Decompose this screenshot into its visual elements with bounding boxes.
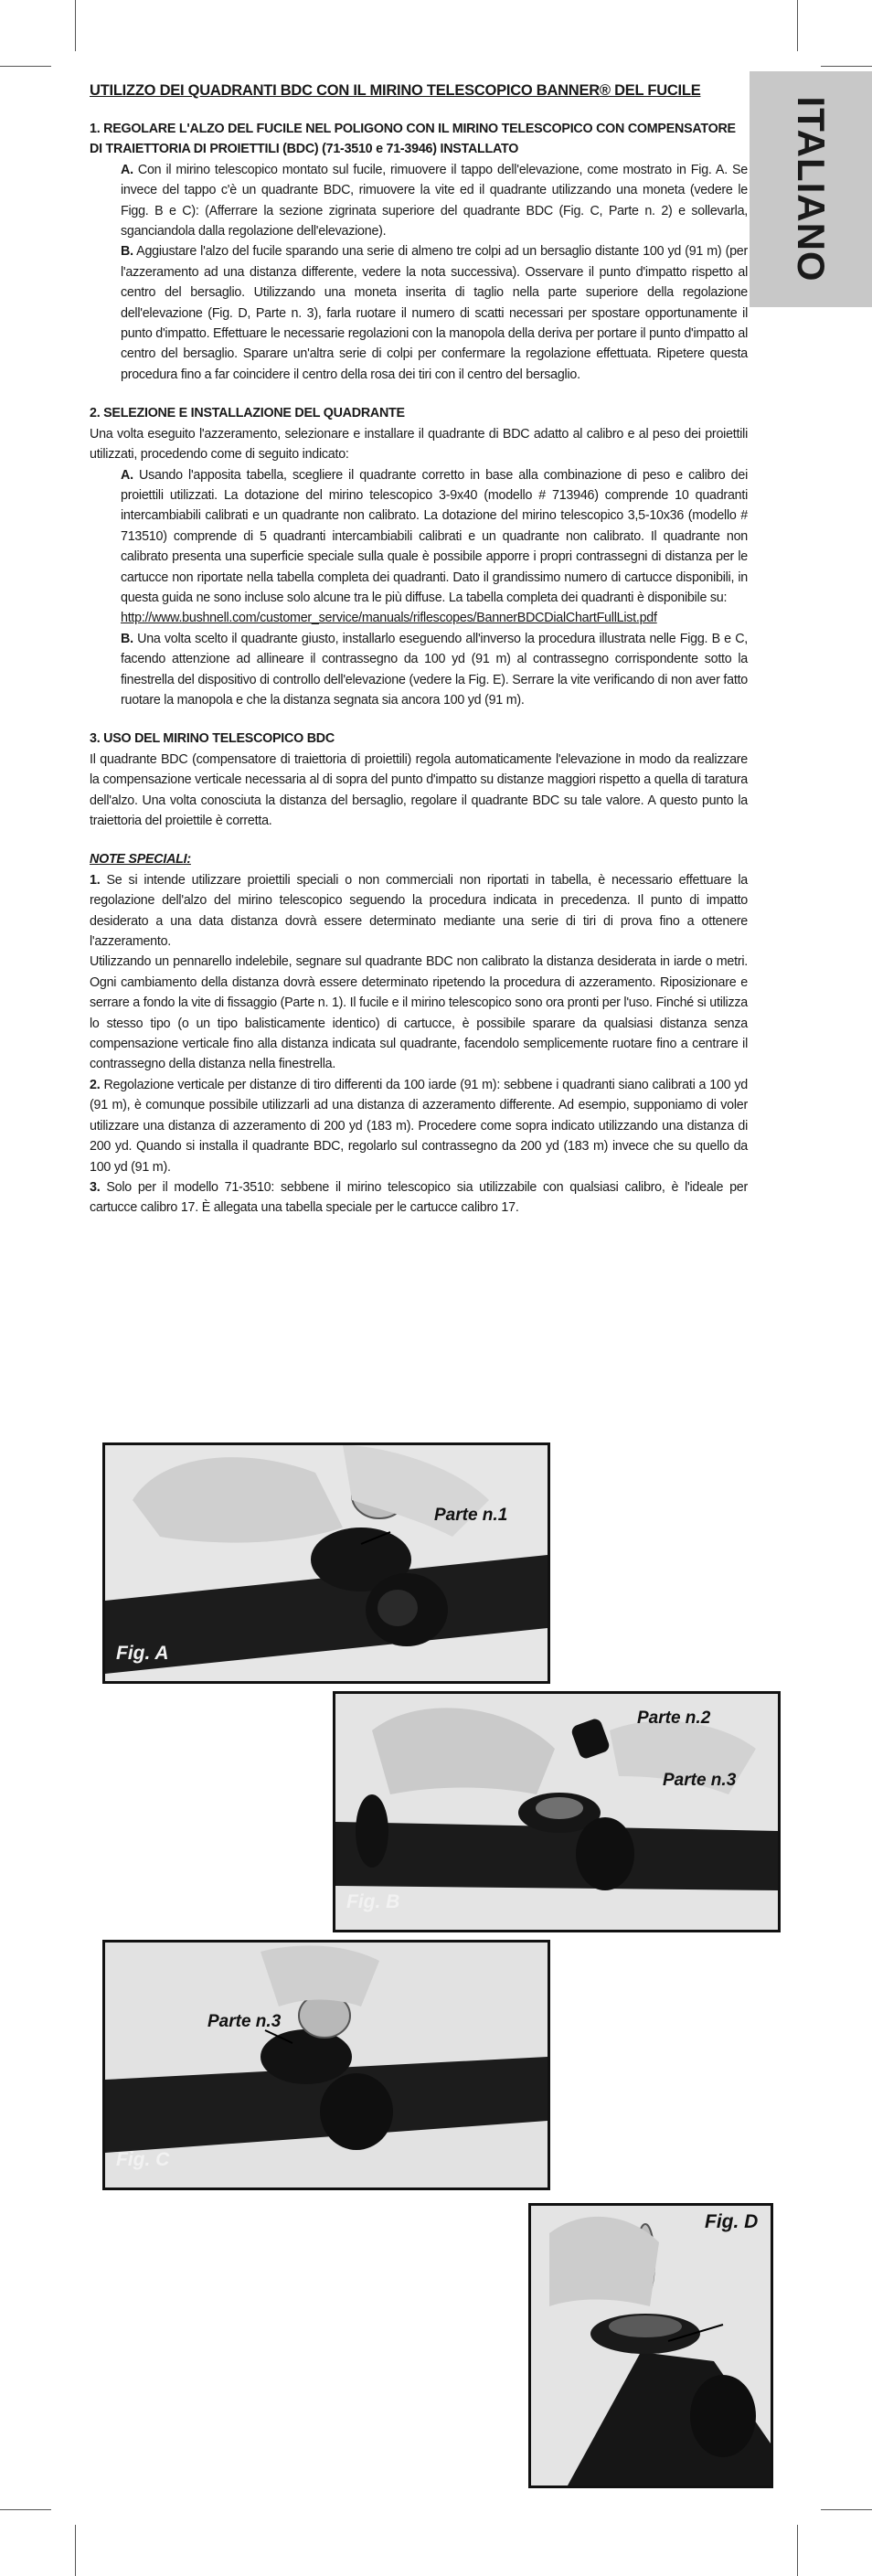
- note-3: [90, 1177, 748, 1219]
- note-lead: 1.: [90, 872, 101, 888]
- note-text: Regolazione verticale per distanze di tiro differenti da 100 iarde (91 m): sebbene i quadranti siano calibrati a 100 yd (91 m), è comunque possibile utilizzarli ad una distanza di azzeramento differente. Ad esempio, supponiamo di voler utilizzare una distanza di azzeramento di 200 yd (183 m). Procedere come sopra indicato utilizzando una distanza di 200 yd. Quando si installa il quadrante BDC, regolarlo sul contrassegno da 200 yd (183 m) invece che su quello da 100 yd (91 m).: [90, 1077, 748, 1175]
- item-text: Una volta scelto il quadrante giusto, installarlo eseguendo all'inverso la procedura illustrata nelle Figg. B e C, facendo attenzione ad allineare il contrassegno da 100 yd (91 m) al contrassegno corrispondente sotto la finestrella del dispositivo di controllo dell'elevazione (vedere la Fig. E). Serrare la vite verificando di non aver fatto ruotare la manopola e che la distanza segnata sia ancora 100 yd (91 m).: [121, 631, 748, 708]
- crop-mark: [821, 2509, 872, 2510]
- note-lead: 3.: [90, 1179, 101, 1195]
- crop-mark: [797, 2525, 798, 2576]
- crop-mark: [797, 0, 798, 51]
- chart-url-link[interactable]: http://www.bushnell.com/customer_service/manuals/riflescopes/BannerBDCDialChartFullList.pdf: [121, 611, 657, 626]
- document-body: [90, 80, 748, 1219]
- figure-d-label: Fig. D: [705, 2211, 759, 2232]
- notes-heading: NOTE SPECIALI:: [90, 852, 191, 868]
- figure-b-callout-part-2: Parte n.2: [637, 1708, 711, 1728]
- crop-mark: [821, 66, 872, 67]
- section-3-heading: 3. USO DEL MIRINO TELESCOPICO BDC: [90, 731, 335, 747]
- crop-mark: [0, 66, 51, 67]
- language-tab-label: ITALIANO: [790, 96, 833, 282]
- note-text: Solo per il modello 71-3510: sebbene il mirino telescopico sia utilizzabile con qualsiasi calibro, è l'ideale per cartucce calibro 17. È allegata una tabella speciale per le cartucce calibro 17.: [90, 1179, 748, 1216]
- item-lead: A.: [121, 162, 133, 177]
- section-2-item-b: [121, 629, 748, 711]
- note-1: [90, 870, 748, 953]
- crop-mark: [75, 2525, 76, 2576]
- note-2: [90, 1075, 748, 1177]
- item-lead: B.: [121, 244, 133, 260]
- section-2-intro: Una volta eseguito l'azzeramento, selezionare e installare il quadrante di BDC adatto al calibro e al peso dei proiettili utilizzati, procedendo come di seguito indicato:: [90, 426, 748, 463]
- crop-mark: [0, 2509, 51, 2510]
- item-lead: B.: [121, 631, 133, 646]
- page-title: UTILIZZO DEI QUADRANTI BDC CON IL MIRINO TELESCOPICO BANNER® DEL FUCILE: [90, 82, 701, 99]
- section-2-url: [121, 608, 748, 628]
- figure-d-illustration: [531, 2206, 771, 2486]
- section-1-item-a: [121, 160, 748, 242]
- figure-c-label: Fig. C: [116, 2149, 170, 2170]
- figure-d: [528, 2203, 773, 2488]
- section-1-item-b: [121, 241, 748, 385]
- language-tab: [750, 71, 872, 307]
- item-text: Con il mirino telescopico montato sul fucile, rimuovere il tappo dell'elevazione, come mostrato in Fig. A. Se invece del tappo c'è un quadrante BDC, rimuovere la vite ed il quadrante utilizzando una moneta (vedere le Figg. B e C): (Afferrare la sezione zigrinata superiore del quadrante BDC (Fig. C, Parte n. 2) e sollevarla, sganciandola dalla regolazione dell'elevazione).: [121, 162, 748, 240]
- crop-mark: [75, 0, 76, 51]
- figure-b-illustration: [335, 1694, 778, 1930]
- figure-c-callout-part-3: Parte n.3: [207, 2012, 282, 2031]
- figure-c: [102, 1940, 550, 2190]
- figure-c-illustration: [105, 1943, 548, 2187]
- figure-a-illustration: [105, 1445, 548, 1681]
- item-lead: A.: [121, 467, 133, 483]
- figure-b: [333, 1691, 781, 1932]
- section-2-item-a: [121, 465, 748, 609]
- note-text: Se si intende utilizzare proiettili speciali o non commerciali non riportati in tabella, è necessario effettuare la regolazione dell'alzo del mirino telescopico seguendo la procedura indicata in precedenza. Il punto di impatto desiderato a una data distanza dovrà essere determinato mediante una serie di tiri di prova fino a ottenere l'azzeramento.: [90, 872, 748, 950]
- figure-a-label: Fig. A: [116, 1643, 169, 1664]
- note-lead: 2.: [90, 1077, 101, 1092]
- figure-a-callout-part-1: Parte n.1: [434, 1506, 508, 1525]
- figure-b-callout-part-3: Parte n.3: [663, 1771, 737, 1790]
- figure-b-label: Fig. B: [346, 1891, 400, 1912]
- section-2-heading: 2. SELEZIONE E INSTALLAZIONE DEL QUADRANTE: [90, 406, 405, 421]
- figure-a: [102, 1442, 550, 1684]
- section-3-text: Il quadrante BDC (compensatore di traiettoria di proiettili) regola automaticamente l'elevazione in modo da realizzare la compensazione verticale necessaria al di sopra del punto d'impatto su distanze maggiori rispetto a quella di taratura dell'alzo. Una volta conosciuta la distanza del bersaglio, regolare il quadrante BDC su tale valore. A questo punto la traiettoria del proiettile è corretta.: [90, 751, 748, 828]
- note-1-continued: Utilizzando un pennarello indelebile, segnare sul quadrante BDC non calibrato la distanza desiderata in iarde o metri. Ogni cambiamento della distanza dovrà essere determinato ripetendo la procedura di azzeramento. Riposizionare e serrare a fondo la vite di fissaggio (Parte n. 1). Il fucile e il mirino telescopico sono ora pronti per l'uso. Finché si utilizza lo stesso tipo (o un tipo balisticamente identico) di cartucce, è possibile sparare da qualsiasi distanza senza compensazione verticale fino alla distanza indicata sul quadrante, facendolo semplicemente ruotare fino a centrare il contrassegno della distanza nella finestrella.: [90, 954, 748, 1072]
- item-text: Aggiustare l'alzo del fucile sparando una serie di almeno tre colpi ad un bersaglio distante 100 yd (91 m) (per l'azzeramento ad una distanza differente, vedere la nota successiva). Osservare il punto d'impatto rispetto al centro del bersaglio. Utilizzando una moneta inserita di taglio nella parte superiore della regolazione dell'elevazione (Fig. D, Parte n. 3), farla ruotare il numero di scatti necessari per spostare opportunamente il punto d'impatto. Effettuare le necessarie regolazioni con la manopola della deriva per portare il punto d'impatto al centro del bersaglio. Sparare un'altra serie di colpi per confermare la regolazione effettuata. Ripetere questa procedura fino a far coincidere il centro della rosa dei tiri con il centro del bersaglio.: [121, 244, 748, 382]
- item-text: Usando l'apposita tabella, scegliere il quadrante corretto in base alla combinazione di peso e calibro dei proiettili utilizzati. La dotazione del mirino telescopico 3-9x40 (modello # 713946) comprende 10 quadranti intercambiabili calibrati e un quadrante non calibrato. La dotazione del mirino telescopico 3,5-10x36 (modello # 713510) comprende di 5 quadranti intercambiabili calibrati e un quadrante non calibrato. Il quadrante non calibrato presenta una superficie speciale sulla quale è possibile apporre i propri contrassegni di distanza per le cartucce non riportate nella tabella completa dei quadranti. Dato il grandissimo numero di cartucce disponibili, in questa guida ne sono incluse solo alcune tra le più diffuse. La tabella completa dei quadranti è disponibile su:: [121, 467, 748, 605]
- section-1-heading: 1. REGOLARE L'ALZO DEL FUCILE NEL POLIGONO CON IL MIRINO TELESCOPICO CON COMPENSATORE DI TRAIETTORIA DI PROIETTILI (BDC) (71-3510 e 71-3946) INSTALLATO: [90, 122, 736, 157]
